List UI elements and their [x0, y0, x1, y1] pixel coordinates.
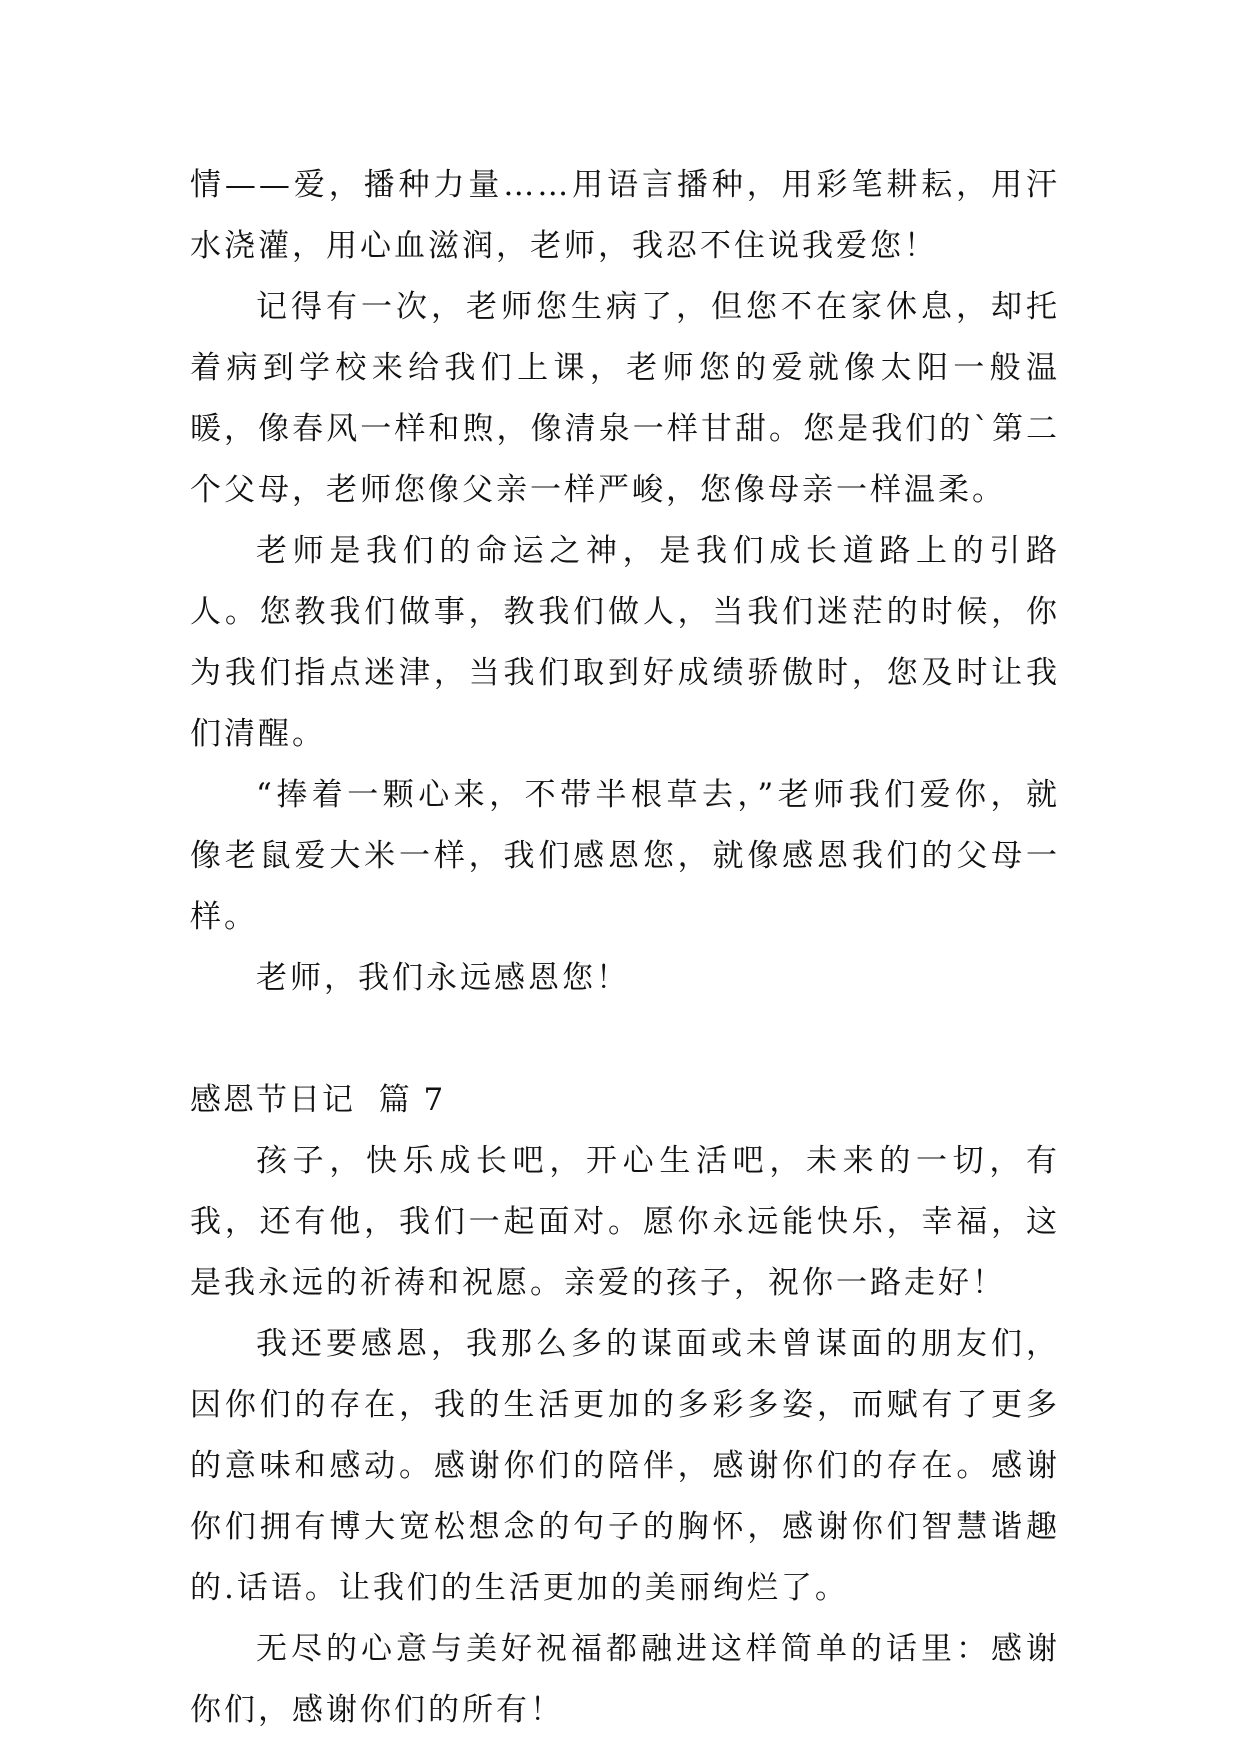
- section-heading: 感恩节日记 篇 7: [190, 1082, 446, 1118]
- paragraph-teacher-sick: 记得有一次，老师您生病了，但您不在家休息，却托着病到学校来给我们上课，老师您的爱就像太阳一般温暖，像春风一样和煦，像清泉一样甘甜。您是我们的`第二个父母，老师您像父亲一样严峻，您像母亲一样温柔。: [190, 289, 1060, 508]
- paragraph-friends-thanks: 我还要感恩，我那么多的谋面或未曾谋面的朋友们，因你们的存在，我的生活更加的多彩多姿，而赋有了更多的意味和感动。感谢你们的陪伴，感谢你们的存在。感谢你们拥有博大宽松想念的句子的胸怀，感谢你们智慧谐趣的.话语。让我们的生活更加的美丽绚烂了。: [190, 1326, 1060, 1606]
- paragraph-closing-thanks: 无尽的心意与美好祝福都融进这样简单的话里：感谢你们，感谢你们的所有！: [190, 1631, 1060, 1728]
- paragraph-child-wish: 孩子，快乐成长吧，开心生活吧，未来的一切，有我，还有他，我们一起面对。愿你永远能快乐，幸福，这是我永远的祈祷和祝愿。亲爱的孩子，祝你一路走好！: [190, 1143, 1060, 1301]
- paragraph-teacher-guide: 老师是我们的命运之神，是我们成长道路上的引路人。您教我们做事，教我们做人，当我们迷茫的时候，你为我们指点迷津，当我们取到好成绩骄傲时，您及时让我们清醒。: [190, 533, 1060, 752]
- paragraph-heart-quote: “捧着一颗心来，不带半根草去，”老师我们爱你，就像老鼠爱大米一样，我们感恩您，就像感恩我们的父母一样。: [190, 777, 1060, 935]
- document-body: [190, 155, 1060, 1741]
- continuation-paragraph: 情——爱，播种力量……用语言播种，用彩笔耕耘，用汗水浇灌，用心血滋润，老师，我忍不住说我爱您！: [190, 167, 1060, 264]
- paragraph-forever-grateful: 老师，我们永远感恩您！: [256, 960, 630, 996]
